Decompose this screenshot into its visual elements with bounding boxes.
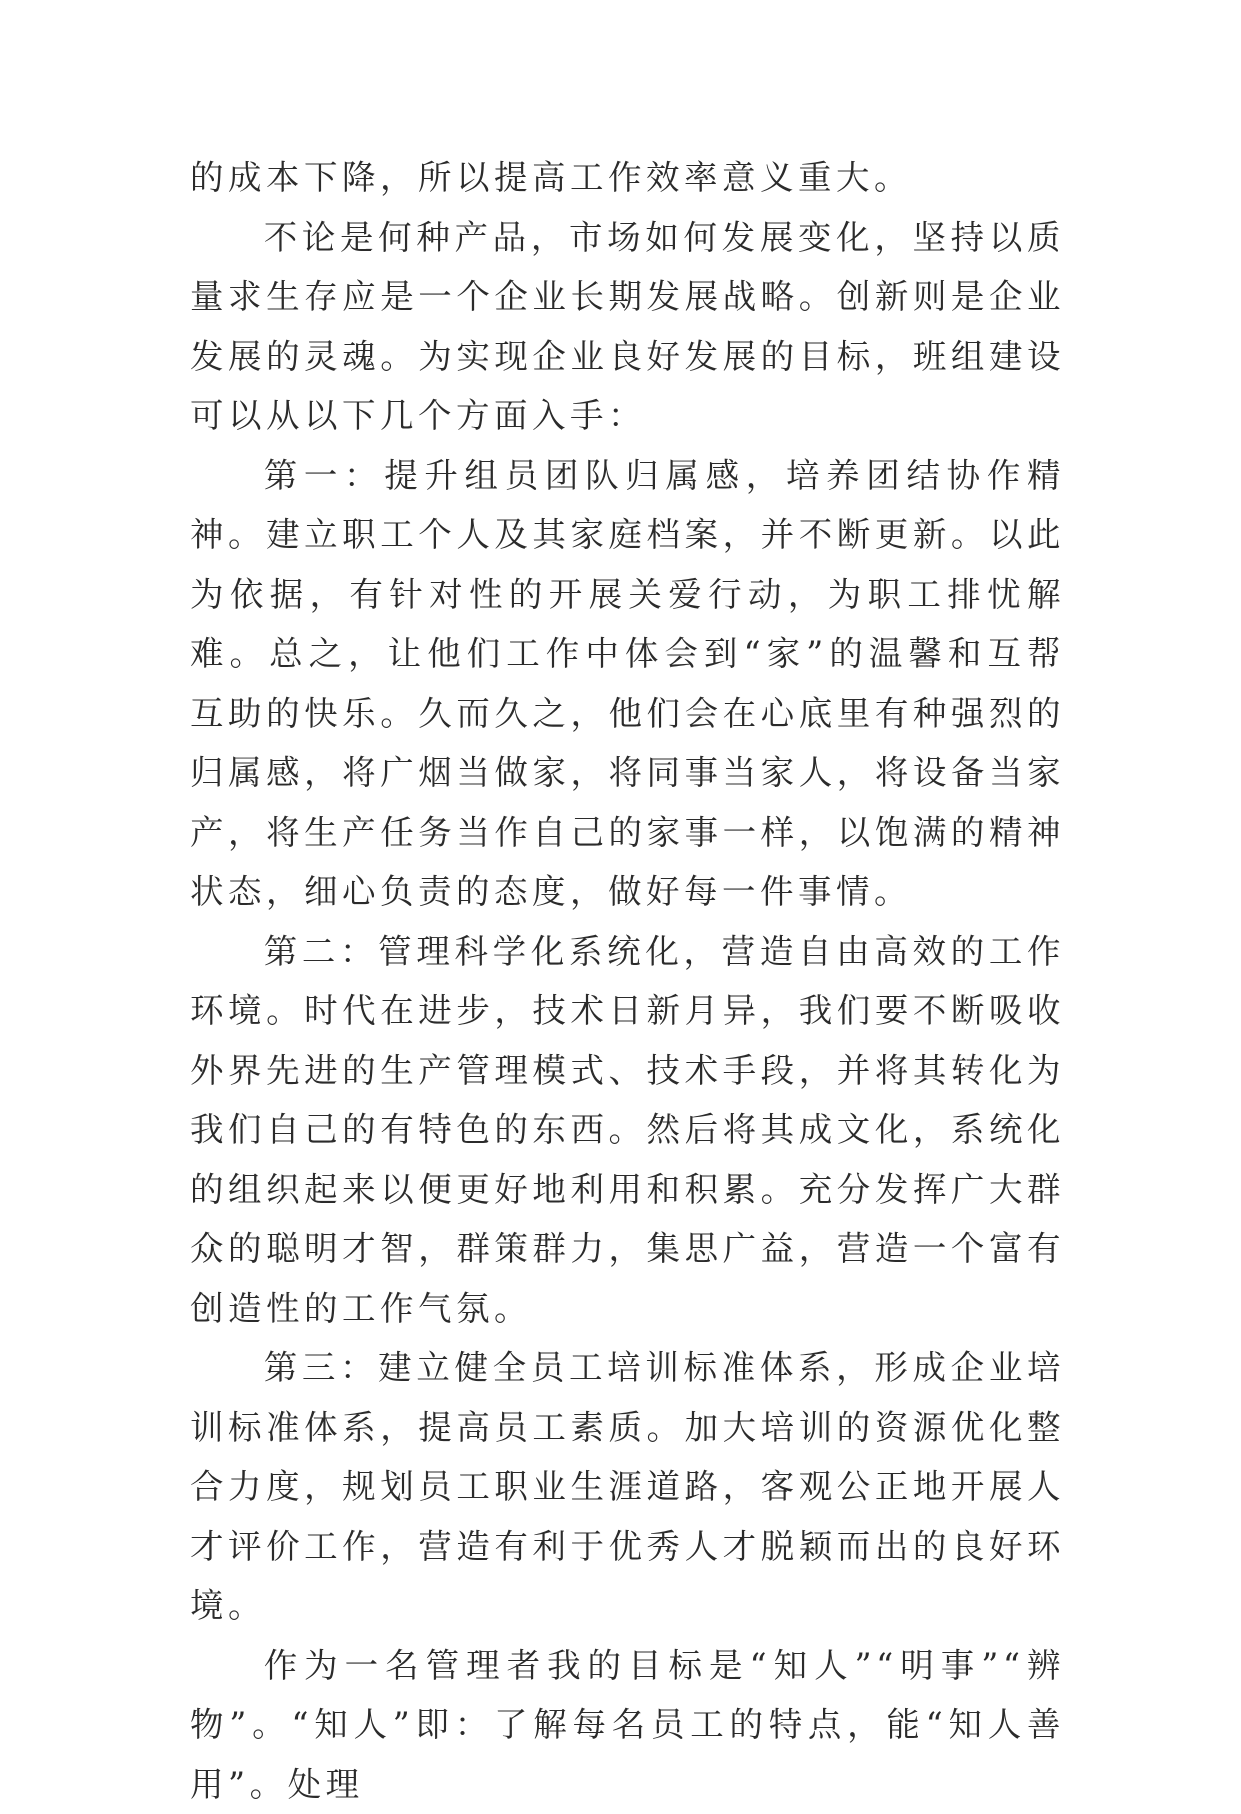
paragraph-5: 第三：建立健全员工培训标准体系，形成企业培训标准体系，提高员工素质。加大培训的资源优化整合力度，规划员工职业生涯道路，客观公正地开展人才评价工作，营造有利于优秀人才脱颖而出的良好环境。 — [190, 1338, 1065, 1636]
document-body — [190, 148, 1065, 1814]
paragraph-4: 第二：管理科学化系统化，营造自由高效的工作环境。时代在进步，技术日新月异，我们要不断吸收外界先进的生产管理模式、技术手段，并将其转化为我们自己的有特色的东西。然后将其成文化，系统化的组织起来以便更好地利用和积累。充分发挥广大群众的聪明才智，群策群力，集思广益，营造一个富有创造性的工作气氛。 — [190, 922, 1065, 1339]
paragraph-3: 第一：提升组员团队归属感，培养团结协作精神。建立职工个人及其家庭档案，并不断更新。以此为依据，有针对性的开展关爱行动，为职工排忧解难。总之，让他们工作中体会到“家”的温馨和互帮互助的快乐。久而久之，他们会在心底里有种强烈的归属感，将广烟当做家，将同事当家人，将设备当家产，将生产任务当作自己的家事一样，以饱满的精神状态，细心负责的态度，做好每一件事情。 — [190, 446, 1065, 922]
paragraph-2: 不论是何种产品，市场如何发展变化，坚持以质量求生存应是一个企业长期发展战略。创新则是企业发展的灵魂。为实现企业良好发展的目标，班组建设可以从以下几个方面入手： — [190, 208, 1065, 446]
paragraph-1: 的成本下降，所以提高工作效率意义重大。 — [190, 148, 1065, 208]
paragraph-6: 作为一名管理者我的目标是“知人”“明事”“辨物”。“知人”即：了解每名员工的特点，能“知人善用”。处理 — [190, 1636, 1065, 1814]
